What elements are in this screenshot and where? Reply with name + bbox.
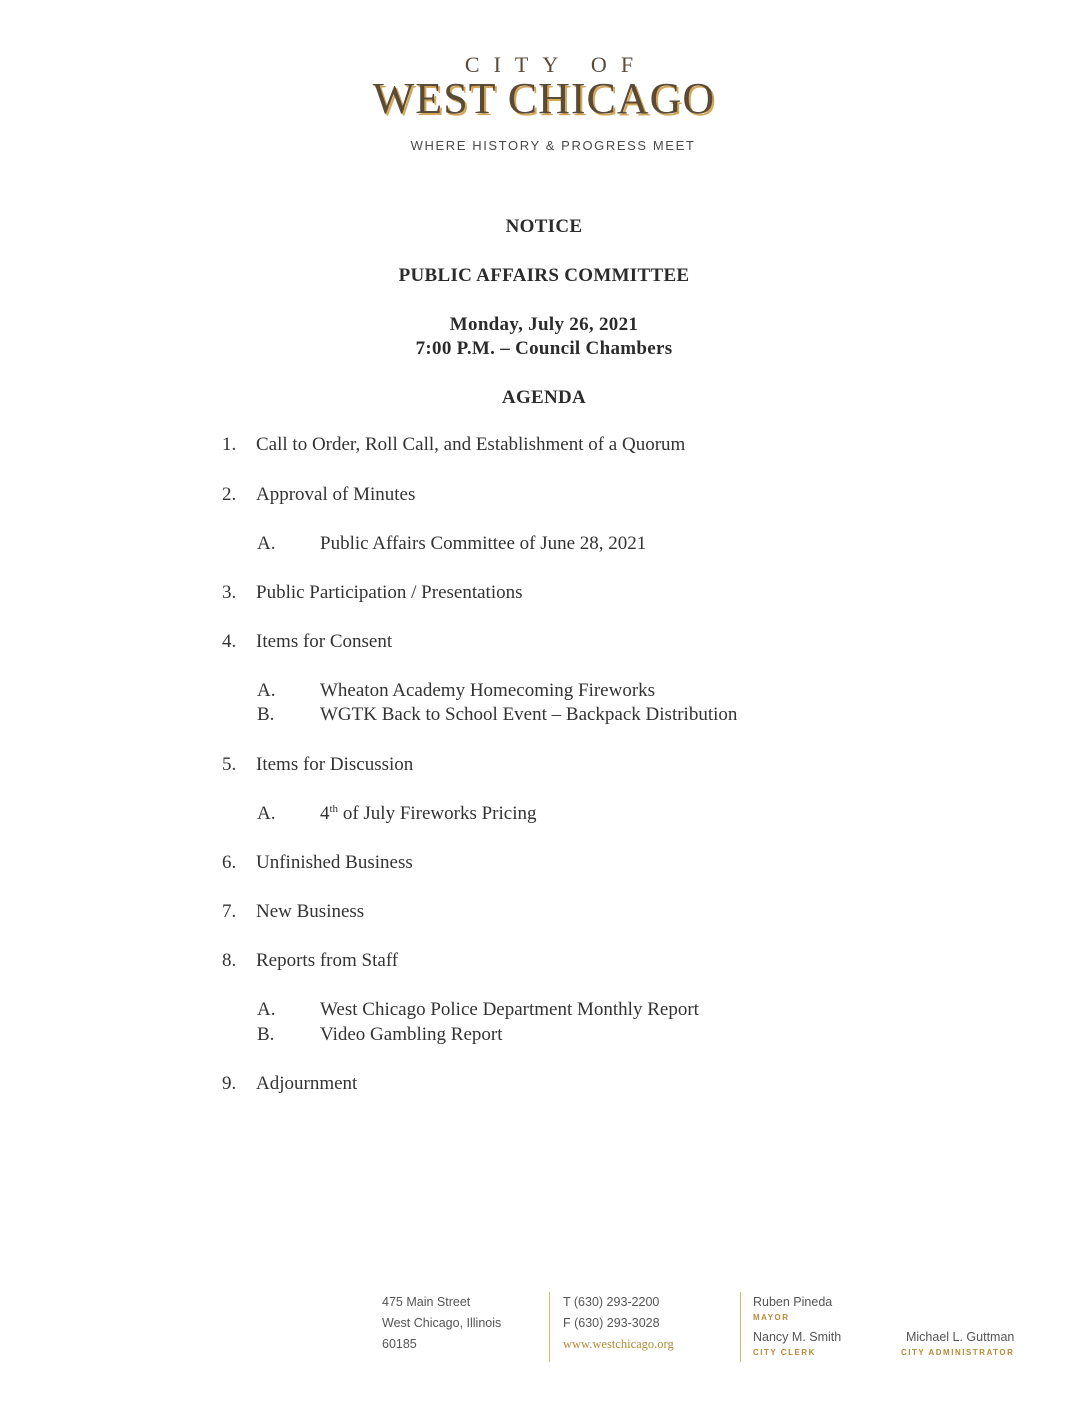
subitem-letter: B. [257, 704, 275, 725]
address-city: West Chicago, Illinois [382, 1316, 502, 1330]
footer-administrator [901, 1327, 1014, 1362]
footer-contact [563, 1292, 674, 1355]
footer-divider [549, 1292, 550, 1362]
agenda-subitem-8a [257, 999, 699, 1021]
meeting-date: Monday, July 26, 2021 [449, 314, 639, 335]
subitem-label [320, 803, 537, 824]
footer-divider [740, 1292, 741, 1362]
website-link[interactable]: www.westchicago.org [563, 1337, 674, 1351]
agenda-item-2 [222, 484, 415, 506]
agenda-item-label: Items for Discussion [256, 754, 414, 775]
agenda-item-number: 4. [222, 631, 237, 652]
subitem-label: West Chicago Police Department Monthly Report [320, 999, 699, 1020]
agenda-item-9 [222, 1073, 357, 1095]
logo-city-of: CITY OF [464, 52, 648, 77]
agenda-subitem-4a [257, 680, 655, 702]
agenda-item-5 [222, 754, 413, 776]
footer-address [382, 1292, 501, 1355]
subitem-label: Video Gambling Report [320, 1024, 503, 1045]
agenda-title: AGENDA [501, 387, 587, 408]
agenda-subitem-8b [257, 1024, 503, 1046]
subitem-letter: B. [257, 1024, 275, 1045]
fax-number: F (630) 293-3028 [563, 1316, 660, 1330]
clerk-title: CITY CLERK [753, 1348, 816, 1357]
clerk-name: Nancy M. Smith [753, 1330, 842, 1344]
agenda-item-6 [222, 852, 413, 874]
footer-officials [753, 1292, 841, 1362]
agenda-item-number: 7. [222, 901, 237, 922]
agenda-item-label: Reports from Staff [256, 950, 399, 971]
agenda-item-number: 9. [222, 1073, 237, 1094]
administrator-title: CITY ADMINISTRATOR [901, 1348, 1015, 1357]
ordinal-suffix: th [329, 803, 339, 815]
agenda-item-number: 2. [222, 484, 237, 505]
agenda-subitem-5a [257, 803, 537, 825]
committee-name: PUBLIC AFFAIRS COMMITTEE [398, 265, 690, 286]
subitem-label: WGTK Back to School Event – Backpack Distribution [320, 704, 738, 725]
agenda-item-label: Public Participation / Presentations [256, 582, 523, 603]
logo-city-name: WEST CHICAGO [372, 74, 716, 123]
agenda-item-label: New Business [256, 901, 365, 922]
agenda-item-number: 3. [222, 582, 237, 603]
tagline: WHERE HISTORY & PROGRESS MEET [410, 138, 696, 153]
address-zip: 60185 [382, 1337, 417, 1351]
agenda-subitem-4b [257, 704, 737, 726]
agenda-item-label: Approval of Minutes [256, 484, 416, 505]
administrator-name: Michael L. Guttman [905, 1330, 1015, 1344]
agenda-item-label: Call to Order, Roll Call, and Establishment of a Quorum [256, 434, 686, 455]
agenda-item-label: Adjournment [256, 1073, 358, 1094]
subitem-letter: A. [257, 999, 276, 1020]
agenda-item-number: 5. [222, 754, 237, 775]
agenda-item-3 [222, 582, 523, 604]
agenda-item-label: Unfinished Business [256, 852, 413, 873]
mayor-name: Ruben Pineda [753, 1295, 833, 1309]
letterhead [0, 52, 1088, 153]
subitem-letter: A. [257, 803, 276, 824]
meeting-time-place: 7:00 P.M. – Council Chambers [415, 338, 673, 359]
subitem-label: Public Affairs Committee of June 28, 2021 [320, 533, 647, 554]
subitem-label: Wheaton Academy Homecoming Fireworks [320, 680, 656, 701]
phone-number: T (630) 293-2200 [563, 1295, 660, 1309]
agenda-item-label: Items for Consent [256, 631, 393, 652]
agenda-item-4 [222, 631, 392, 653]
subitem-letter: A. [257, 680, 276, 701]
mayor-title: MAYOR [753, 1313, 790, 1322]
agenda-item-1 [222, 434, 685, 456]
agenda-subitem-2a [257, 533, 646, 555]
agenda-item-number: 6. [222, 852, 237, 873]
notice-title: NOTICE [505, 216, 583, 237]
subitem-letter: A. [257, 533, 276, 554]
agenda-item-8 [222, 950, 398, 972]
ordinal-number: 4 [320, 803, 330, 824]
agenda-item-number: 8. [222, 950, 237, 971]
agenda-item-7 [222, 901, 364, 923]
address-street: 475 Main Street [382, 1295, 471, 1309]
agenda-item-number: 1. [222, 434, 237, 455]
subitem-label-rest: of July Fireworks Pricing [338, 803, 537, 824]
